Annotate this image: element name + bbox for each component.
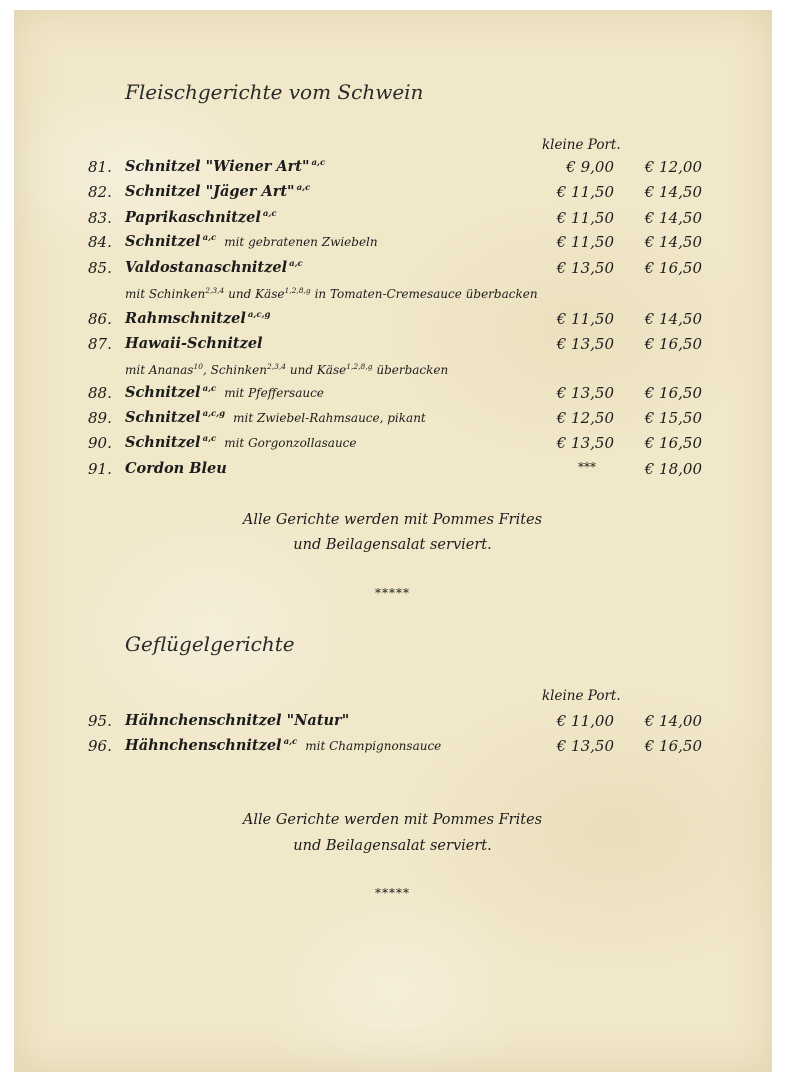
item-name: Rahmschnitzel — [125, 310, 246, 327]
item-description: mit Zwiebel-Rahmsauce, pikant — [233, 411, 426, 425]
item-name-block — [125, 737, 441, 754]
regular-price: € 14,50 — [644, 183, 702, 201]
regular-price: € 16,50 — [644, 335, 702, 353]
item-name-block — [125, 233, 378, 250]
regular-price: € 16,50 — [644, 259, 702, 277]
regular-price: € 14,50 — [644, 310, 702, 328]
item-name-block — [125, 384, 324, 401]
item-name: Schnitzel "Wiener Art" — [125, 158, 310, 175]
item-name: Schnitzel — [125, 384, 201, 401]
allergen-codes: a,c,g — [202, 409, 226, 420]
allergen-codes: a,c — [311, 158, 326, 169]
item-number: 89. — [88, 409, 112, 427]
serving-note-line2: und Beilagensalat serviert. — [293, 537, 492, 553]
small-portion-price: € 13,50 — [556, 335, 614, 353]
item-name-block — [125, 335, 263, 352]
item-name-block — [125, 259, 303, 276]
serving-note-line1: Alle Gerichte werden mit Pommes Frites — [242, 812, 543, 828]
item-name: Paprikaschnitzel — [125, 209, 261, 226]
regular-price: € 14,50 — [644, 209, 702, 227]
item-description: mit gebratenen Zwiebeln — [224, 235, 378, 249]
allergen-codes: a,c — [283, 737, 298, 748]
allergen-codes: a,c — [202, 233, 217, 244]
item-name: Hawaii-Schnitzel — [125, 335, 263, 352]
regular-price: € 16,50 — [644, 737, 702, 755]
regular-price: € 18,00 — [644, 460, 702, 478]
item-description: mit Champignonsauce — [305, 739, 442, 753]
small-portion-price: € 11,50 — [556, 209, 614, 227]
item-name: Schnitzel "Jäger Art" — [125, 183, 295, 200]
small-portion-price: *** — [578, 460, 596, 474]
item-name-block — [125, 310, 270, 327]
small-portion-price: € 11,50 — [556, 233, 614, 251]
item-name: Schnitzel — [125, 409, 201, 426]
item-number: 96. — [88, 737, 112, 755]
item-number: 95. — [88, 712, 112, 730]
regular-price: € 16,50 — [644, 384, 702, 402]
small-portion-price: € 12,50 — [556, 409, 614, 427]
regular-price: € 12,00 — [644, 158, 702, 176]
small-portion-price: € 11,00 — [556, 712, 614, 730]
regular-price: € 16,50 — [644, 434, 702, 452]
small-portion-price: € 13,50 — [556, 384, 614, 402]
item-name: Schnitzel — [125, 434, 201, 451]
item-number: 87. — [88, 335, 112, 353]
small-portion-price: € 13,50 — [556, 737, 614, 755]
item-name-block — [125, 460, 227, 477]
divider-stars: ***** — [375, 886, 410, 900]
regular-price: € 15,50 — [644, 409, 702, 427]
item-name: Hähnchenschnitzel — [125, 737, 282, 754]
item-name-block — [125, 209, 277, 226]
item-description: mit Pfeffersauce — [224, 386, 324, 400]
small-portion-price: € 13,50 — [556, 259, 614, 277]
serving-note-line1: Alle Gerichte werden mit Pommes Frites — [242, 512, 543, 528]
item-number: 85. — [88, 259, 112, 277]
small-portion-label: kleine Port. — [542, 688, 621, 704]
item-name-block — [125, 712, 349, 729]
small-portion-price: € 9,00 — [566, 158, 614, 176]
allergen-codes: a,c — [262, 209, 277, 220]
allergen-codes: a,c — [202, 384, 217, 395]
item-number: 81. — [88, 158, 112, 176]
item-name-block — [125, 434, 357, 451]
item-number: 91. — [88, 460, 112, 478]
item-name-block — [125, 409, 426, 426]
small-portion-price: € 11,50 — [556, 310, 614, 328]
small-portion-label: kleine Port. — [542, 137, 621, 153]
item-number: 88. — [88, 384, 112, 402]
allergen-codes: a,c — [289, 259, 303, 270]
item-number: 86. — [88, 310, 112, 328]
item-number: 82. — [88, 183, 112, 201]
regular-price: € 14,50 — [644, 233, 702, 251]
serving-note-line2: und Beilagensalat serviert. — [293, 838, 492, 854]
item-number: 84. — [88, 233, 112, 251]
small-portion-price: € 11,50 — [556, 183, 614, 201]
item-description: mit Gorgonzollasauce — [224, 436, 357, 450]
item-name-block — [125, 158, 325, 175]
section-title-pork: Fleischgerichte vom Schwein — [125, 80, 424, 104]
item-87-description: mit Ananas$^{10}$, Schinken$^{2,3,4}$ und Käse$^{1,2,8,g}$ überbacken — [125, 362, 449, 377]
small-portion-price: € 13,50 — [556, 434, 614, 452]
divider-stars: ***** — [375, 586, 410, 600]
item-name: Cordon Bleu — [125, 460, 227, 477]
item-name: Hähnchenschnitzel "Natur" — [125, 712, 350, 729]
item-name-block — [125, 183, 310, 200]
item-85-description: mit Schinken$^{2,3,4}$ und Käse$^{1,2,8,g}$ in Tomaten-Cremesauce überbacken — [125, 286, 538, 301]
item-name: Valdostanaschnitzel — [125, 259, 288, 276]
regular-price: € 14,00 — [644, 712, 702, 730]
allergen-codes: a,c — [296, 183, 311, 194]
allergen-codes: a,c — [202, 434, 217, 445]
allergen-codes: a,c,g — [247, 310, 271, 321]
item-number: 83. — [88, 209, 112, 227]
item-number: 90. — [88, 434, 112, 452]
item-name: Schnitzel — [125, 233, 201, 250]
section-title-poultry: Geflügelgerichte — [125, 632, 295, 656]
